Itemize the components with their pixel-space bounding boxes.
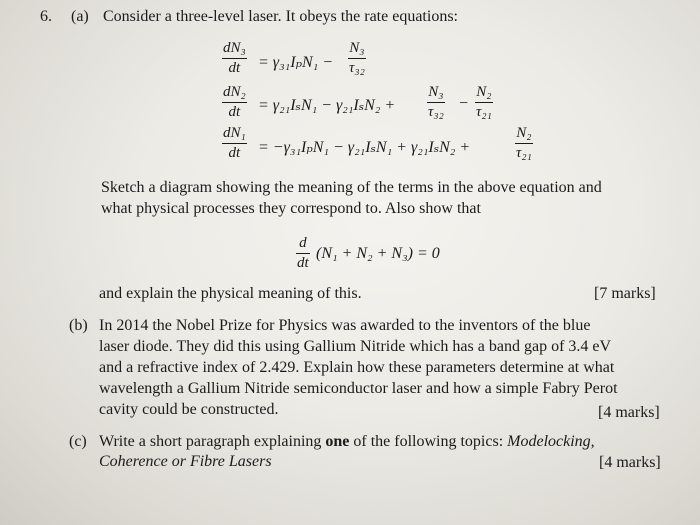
question-number: 6. [40, 8, 52, 25]
eq3-lhs-den: dt [228, 145, 241, 161]
eq3-frac-num: N₂ [516, 125, 532, 141]
part-b-line-4: wavelength a Gallium Nitride semiconductor laser and how a simple Fabry Perot [99, 380, 618, 397]
eq2-lhs-den: dt [228, 104, 241, 120]
part-b-line-3: and a refractive index of 2.429. Explain how these parameters determine at what [99, 359, 615, 376]
part-b-label: (b) [69, 317, 88, 334]
eq1-lhs-num: dN₃ [223, 40, 246, 56]
part-c-line-2: Coherence or Fibre Lasers [99, 453, 272, 470]
part-c-label: (c) [69, 433, 87, 450]
sketch-line-1: Sketch a diagram showing the meaning of the terms in the above equation and [101, 179, 602, 196]
part-c-topic-1: Modelocking, [507, 433, 595, 450]
cons-den: dt [297, 255, 309, 271]
eq3-rhs: = −γ₃₁IₚN₁ − γ₂₁IₛN₁ + γ₂₁IₛN₂ + [258, 139, 471, 156]
eq2-frac1-den: τ₃₂ [428, 104, 444, 120]
eq1-frac-num: N₃ [349, 40, 365, 56]
part-c-emphasis: one [325, 433, 350, 450]
eq3-lhs-num: dN₁ [223, 125, 246, 141]
eq2-frac2-den: τ₂₁ [476, 104, 492, 120]
eq1-fraction [348, 40, 366, 77]
eq2-rhs: = γ₂₁IₛN₁ − γ₂₁IₛN₂ + [258, 97, 396, 114]
part-b-line-2: laser diode. They did this using Gallium Nitride which has a band gap of 3.4 eV [99, 338, 612, 355]
part-a-marks: [7 marks] [594, 285, 656, 302]
cons-fraction [296, 235, 310, 272]
part-c-marks: [4 marks] [599, 454, 661, 471]
part-a-intro: Consider a three-level laser. It obeys the rate equations: [103, 8, 458, 25]
eq3-lhs-fraction [222, 125, 247, 162]
eq1-frac-den: τ₃₂ [349, 60, 365, 76]
eq2-fraction-1 [427, 84, 445, 121]
cons-num: d [299, 235, 307, 251]
cons-rhs: (N₁ + N₂ + N₃) = 0 [316, 245, 440, 262]
eq3-frac-den: τ₂₁ [516, 145, 532, 161]
eq2-frac2-num: N₂ [476, 84, 492, 100]
eq1-rhs: = γ₃₁IₚN₁ − [258, 54, 333, 71]
part-b-line-5: cavity could be constructed. [99, 401, 279, 418]
eq1-lhs-den: dt [228, 60, 241, 76]
explain-line: and explain the physical meaning of this. [99, 285, 362, 302]
eq2-fraction-2 [475, 84, 493, 121]
sketch-line-2: what physical processes they correspond to. Also show that [101, 200, 481, 217]
eq2-frac1-num: N₃ [428, 84, 444, 100]
eq3-fraction [515, 125, 533, 162]
eq1-lhs-fraction [222, 40, 247, 77]
eq2-lhs-num: dN₂ [223, 84, 246, 100]
eq2-minus: − [458, 95, 469, 112]
part-b-marks: [4 marks] [598, 404, 660, 421]
part-b-line-1: In 2014 the Nobel Prize for Physics was awarded to the inventors of the blue [99, 317, 591, 334]
part-c-line-1: Write a short paragraph explaining one of the following topics: Modelocking, [99, 433, 595, 450]
eq2-lhs-fraction [222, 84, 247, 121]
part-a-label: (a) [71, 8, 89, 25]
